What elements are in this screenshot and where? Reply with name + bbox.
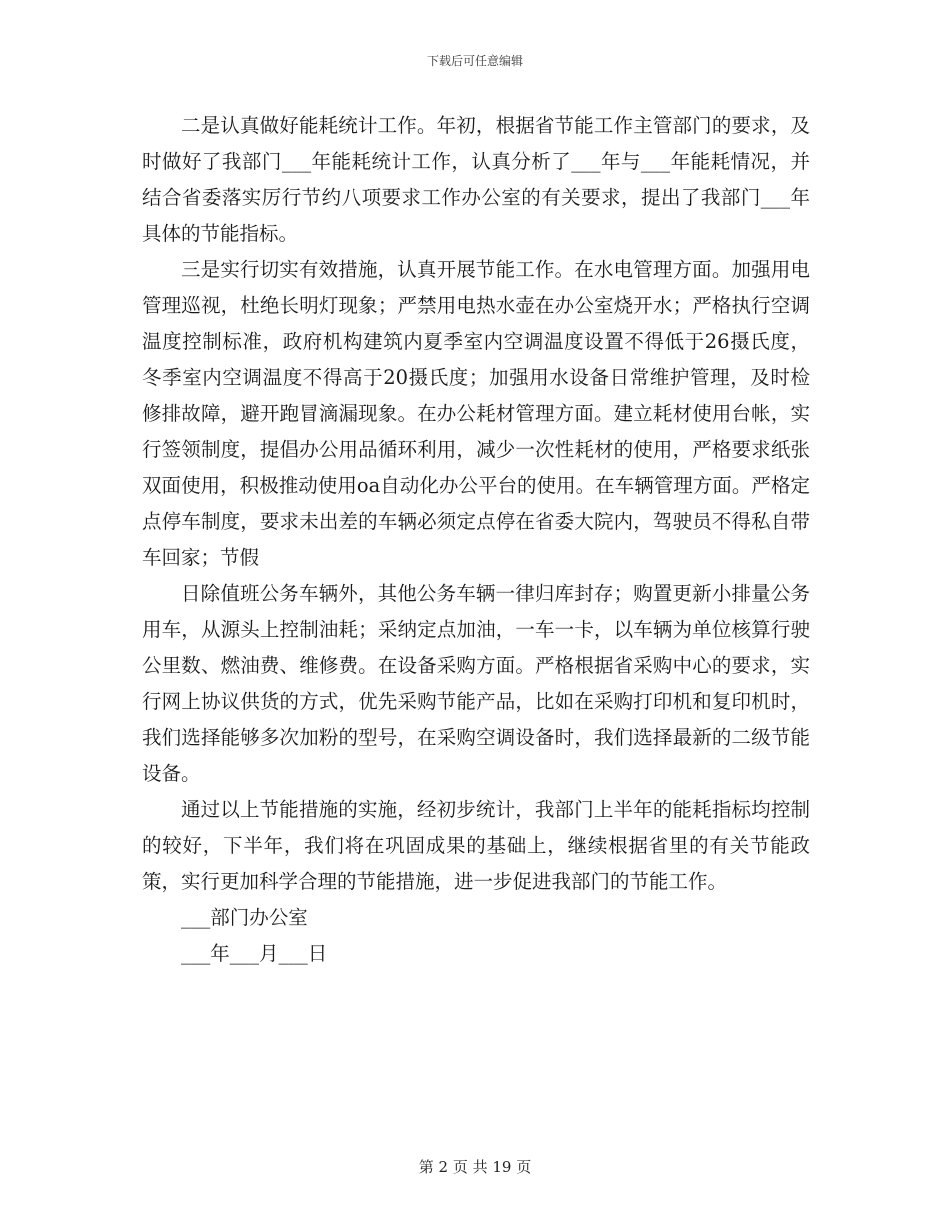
paragraph-energy-measures: 三是实行切实有效措施，认真开展节能工作。在水电管理方面。加强用电管理巡视，杜绝长明灯现象；严禁用电热水壶在办公室烧开水；严格执行空调温度控制标准，政府机构建筑内夏季室内空调温度设置不得低于26摄氏度，冬季室内空调温度不得高于20摄氏度；加强用水设备日常维护管理，及时检修排故障，避开跑冒滴漏现象。在办公耗材管理方面。建立耗材使用台帐，实行签领制度，提倡办公用品循环利用，减少一次性耗材的使用，严格要求纸张双面使用，积极推动使用oa自动化办公平台的使用。在车辆管理方面。严格定点停车制度，要求未出差的车辆必须定点停在省委大院内，驾驶员不得私自带车回家；节假 (142, 258, 810, 569)
document-body (142, 108, 810, 972)
signature-department: ___部门办公室 (181, 906, 308, 929)
page-number: 第 2 页 共 19 页 (418, 1158, 532, 1176)
page-header: 下载后可任意编辑 (426, 54, 523, 68)
paragraph-conclusion: 通过以上节能措施的实施，经初步统计，我部门上半年的能耗指标均控制的较好，下半年，我们将在巩固成果的基础上，继续根据省里的有关节能政策，实行更加科学合理的节能措施，进一步促进我部门的节能工作。 (142, 798, 810, 893)
paragraph-vehicle-procurement: 日除值班公务车辆外，其他公务车辆一律归库封存；购置更新小排量公务用车，从源头上控制油耗；采纳定点加油，一车一卡，以车辆为单位核算行驶公里数、燃油费、维修费。在设备采购方面。严格根据省采购中心的要求，实行网上协议供货的方式，优先采购节能产品，比如在采购打印机和复印机时，我们选择能够多次加粉的型号，在采购空调设备时，我们选择最新的二级节能设备。 (142, 582, 810, 785)
signature-date: ___年___月___日 (181, 942, 328, 965)
paragraph-energy-statistics: 二是认真做好能耗统计工作。年初，根据省节能工作主管部门的要求，及时做好了我部门___年能耗统计工作，认真分析了___年与___年能耗情况，并结合省委落实厉行节约八项要求工作办公室的有关要求，提出了我部门___年具体的节能指标。 (142, 114, 810, 245)
